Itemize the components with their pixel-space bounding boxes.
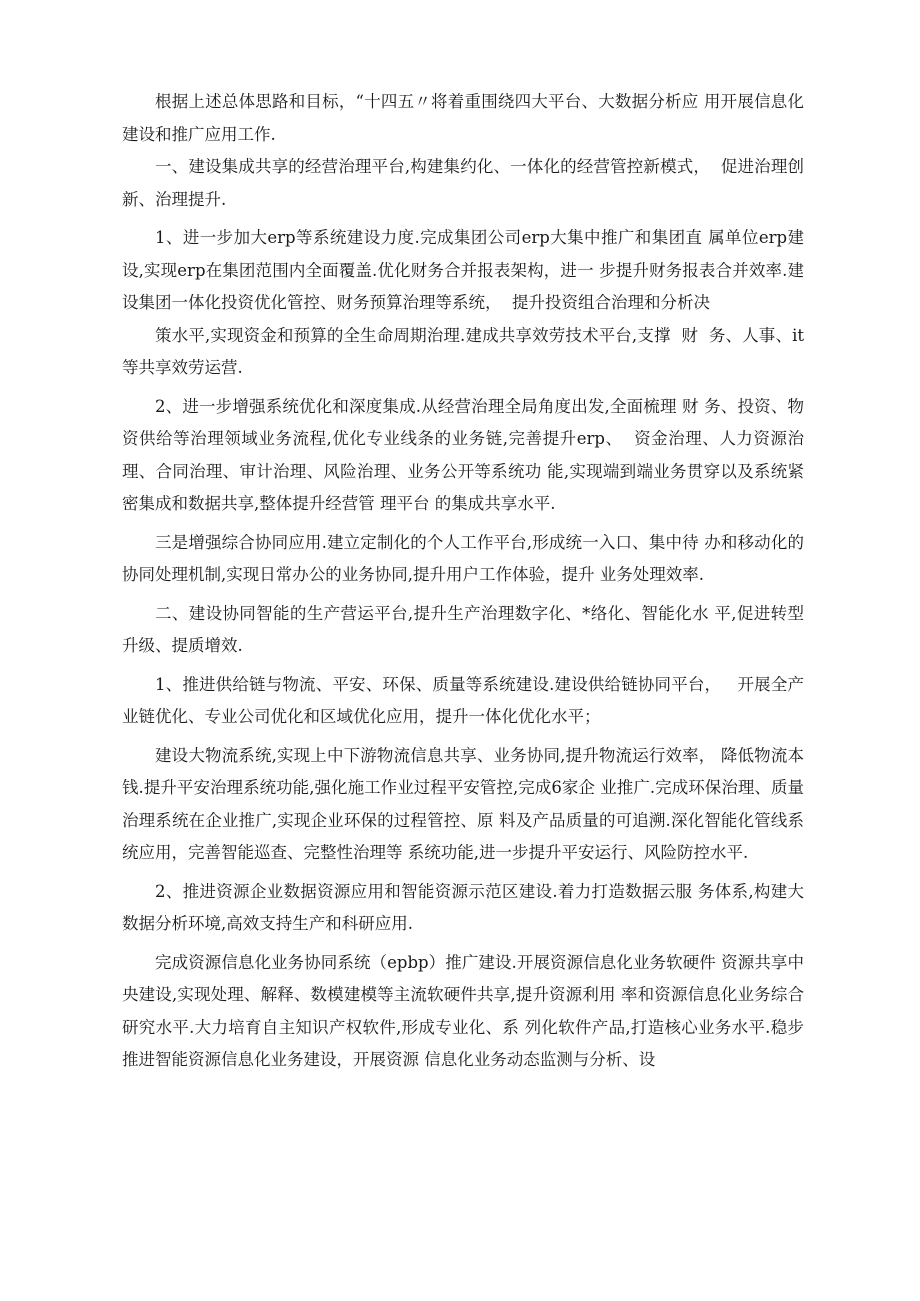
paragraph-item-2-1: 1、推进供给链与物流、平安、环保、质量等系统建设.建设供给链协同平台， 开展全产业链优化、专业公司优化和区域优化应用，提升一体化优化水平； <box>122 674 804 726</box>
paragraph-item-2-2: 2、推进资源企业数据资源应用和智能资源示范区建设.着力打造数据云服 务体系,构建大数据分析环境,高效支持生产和科研应用. <box>122 881 804 933</box>
paragraph-section-1-heading: 一、建设集成共享的经营治理平台,构建集约化、一体化的经营管控新模式， 促进治理创新、治理提升. <box>122 157 804 209</box>
paragraph-section-2-heading: 二、建设协同智能的生产营运平台,提升生产治理数字化、*络化、智能化水 平,促进转型升级、提质增效. <box>122 603 804 655</box>
paragraph-item-1-1-continued: 策水平,实现资金和预算的全生命周期治理.建成共享效劳技术平台,支撑 财 务、人事、it等共享效劳运营. <box>122 325 804 377</box>
paragraph-epbp: 完成资源信息化业务协同系统（epbp）推广建设.开展资源信息化业务软硬件 资源共享中央建设,实现处理、解释、数模建模等主流软硬件共享,提升资源利用 率和资源信息化业务综合研究水平.大力培育自主知识产权软件,形成专业化、系 列化软件产品,打造核心业务水平.稳步推进智能资源信息化业务建设，开展资源 信息化业务动态监测与分析、设 <box>122 952 804 1069</box>
paragraph-item-1-1: 1、进一步加大erp等系统建设力度.完成集团公司erp大集中推广和集团直 属单位erp建设,实现erp在集团范围内全面覆盖.优化财务合并报表架构，进一 步提升财务报表合并效率.建设集团一体化投资优化管控、财务预算治理等系统， 提升投资组合治理和分析决 <box>122 228 804 312</box>
paragraph-item-1-3: 三是增强综合协同应用.建立定制化的个人工作平台,形成统一入口、集中待 办和移动化的协同处理机制,实现日常办公的业务协同,提升用户工作体验，提升 业务处理效率. <box>122 532 804 584</box>
paragraph-item-1-2: 2、进一步增强系统优化和深度集成.从经营治理全局角度出发,全面梳理 财 务、投资、物资供给等治理领域业务流程,优化专业线条的业务链,完善提升erp、 资金治理、人力资源治理、合同治理、审计治理、风险治理、业务公开等系统功 能,实现端到端业务贯穿以及系统紧密集成和数据共享,整体提升经营管 理平台 的集成共享水平. <box>122 396 804 513</box>
paragraph-intro: 根据上述总体思路和目标，“十四五〃将着重围绕四大平台、大数据分析应 用开展信息化建设和推广应用工作. <box>122 92 804 144</box>
paragraph-logistics: 建设大物流系统,实现上中下游物流信息共享、业务协同,提升物流运行效率， 降低物流本钱.提升平安治理系统功能,强化施工作业过程平安管控,完成6家企 业推广.完成环保治理、质量治理系统在企业推广,实现企业环保的过程管控、原 料及产品质量的可追溯.深化智能化管线系统应用，完善智能巡查、完整性治理等 系统功能,进一步提升平安运行、风险防控水平. <box>122 745 804 862</box>
